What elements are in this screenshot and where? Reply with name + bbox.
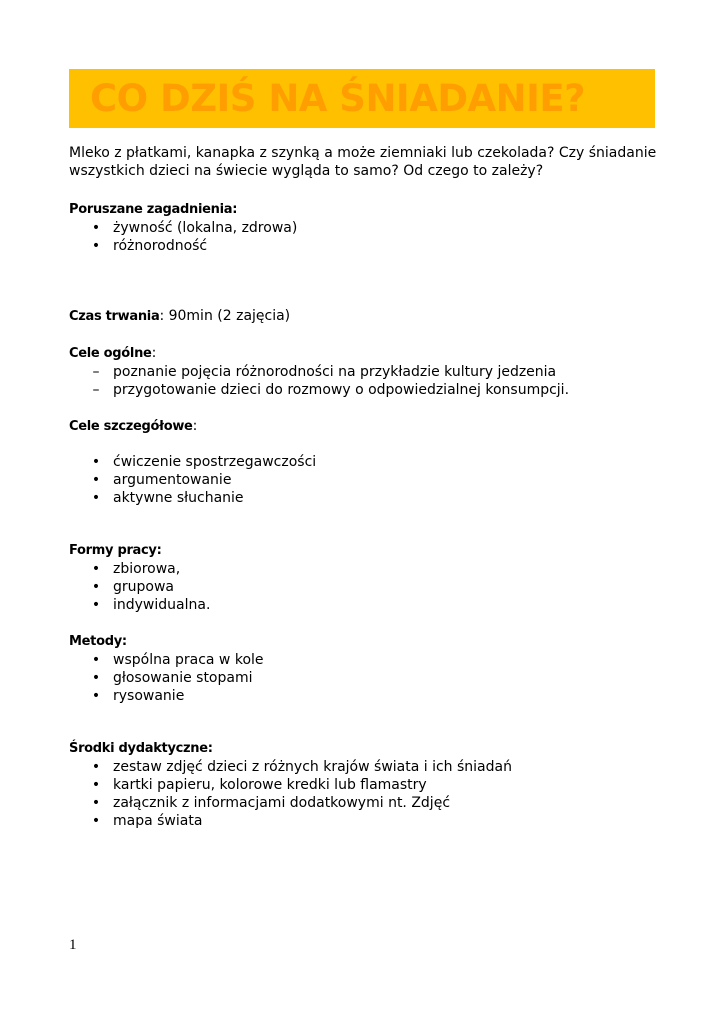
duration-value: : 90min (2 zajęcia) — [159, 308, 291, 324]
specific-goals-list — [69, 453, 659, 507]
materials-heading: Środki dydaktyczne: — [69, 741, 213, 756]
topics-list — [69, 219, 659, 255]
dash-icon: – — [92, 364, 100, 380]
list-item: • zbiorowa, — [69, 560, 659, 578]
materials-section — [69, 740, 659, 830]
work-forms-list — [69, 560, 659, 614]
list-item: • rysowanie — [69, 687, 659, 705]
list-item: • żywność (lokalna, zdrowa) — [69, 219, 659, 237]
topics-section — [69, 201, 659, 255]
list-item: • ćwiczenie spostrzegawczości — [69, 453, 659, 471]
intro-paragraph: Mleko z płatkami, kanapka z szynką a może ziemniaki lub czekolada? Czy śniadanie wszystkich dzieci na świecie wygląda to samo? Od czego to zależy? — [69, 145, 657, 179]
specific-goals-section: Cele szczegółowe: • ćwiczenie spostrzegawczości • argumentowanie • aktywne słuchanie — [69, 417, 659, 507]
title-banner — [69, 69, 655, 128]
document-body — [69, 144, 659, 829]
bullet-icon: • — [91, 597, 101, 613]
bullet-icon: • — [91, 795, 101, 811]
bullet-icon: • — [91, 813, 101, 829]
list-item: • mapa świata — [69, 812, 659, 830]
methods-section — [69, 633, 659, 705]
bullet-icon: • — [91, 472, 101, 488]
bullet-icon: • — [91, 652, 101, 668]
work-forms-section — [69, 542, 659, 614]
list-item: • różnorodność — [69, 237, 659, 255]
general-goals-list — [69, 363, 659, 399]
bullet-icon: • — [91, 759, 101, 775]
bullet-icon: • — [91, 220, 101, 236]
list-item: • wspólna praca w kole — [69, 651, 659, 669]
list-item: • załącznik z informacjami dodatkowymi nt. Zdjęć — [69, 794, 659, 812]
general-goals-heading: Cele ogólne — [69, 346, 152, 361]
list-item: • aktywne słuchanie — [69, 489, 659, 507]
list-item: • argumentowanie — [69, 471, 659, 489]
list-item: • zestaw zdjęć dzieci z różnych krajów świata i ich śniadań — [69, 758, 659, 776]
list-item: – poznanie pojęcia różnorodności na przykładzie kultury jedzenia — [69, 363, 659, 381]
bullet-icon: • — [91, 561, 101, 577]
duration-heading: Czas trwania — [69, 309, 160, 324]
bullet-icon: • — [91, 670, 101, 686]
page-number: 1 — [69, 937, 77, 953]
list-item: • kartki papieru, kolorowe kredki lub flamastry — [69, 776, 659, 794]
bullet-icon: • — [91, 454, 101, 470]
materials-list — [69, 758, 659, 830]
list-item: – przygotowanie dzieci do rozmowy o odpowiedzialnej konsumpcji. — [69, 381, 659, 399]
specific-goals-heading: Cele szczegółowe — [69, 419, 193, 434]
methods-list — [69, 651, 659, 705]
general-goals-section: Cele ogólne: – poznanie pojęcia różnorodności na przykładzie kultury jedzenia – przygotowanie dzieci do rozmowy o odpowiedzialnej konsumpcji. — [69, 344, 659, 399]
methods-heading: Metody: — [69, 634, 127, 649]
topics-heading: Poruszane zagadnienia: — [69, 202, 238, 217]
list-item: • indywidualna. — [69, 596, 659, 614]
duration-section — [69, 307, 659, 326]
bullet-icon: • — [91, 238, 101, 254]
list-item: • grupowa — [69, 578, 659, 596]
bullet-icon: • — [91, 777, 101, 793]
work-forms-heading: Formy pracy: — [69, 543, 162, 558]
list-item: • głosowanie stopami — [69, 669, 659, 687]
dash-icon: – — [92, 382, 100, 398]
bullet-icon: • — [91, 490, 101, 506]
bullet-icon: • — [91, 688, 101, 704]
page-title: CO DZIŚ NA ŚNIADANIE? — [90, 77, 586, 120]
bullet-icon: • — [91, 579, 101, 595]
